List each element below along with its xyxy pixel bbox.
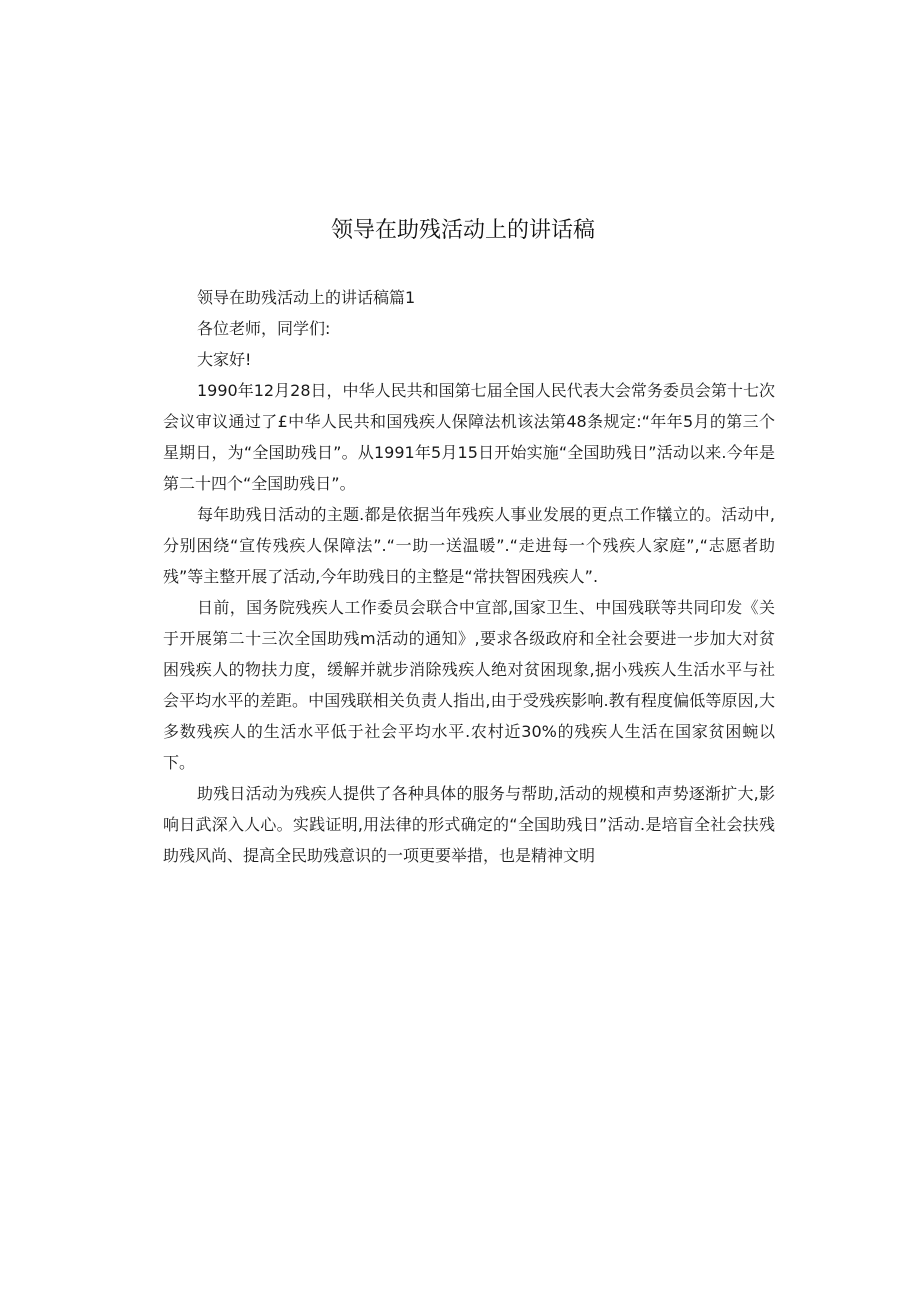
- document-title: 领导在助残活动上的讲话稿: [330, 218, 595, 243]
- body-paragraph: 每年助残日活动的主题.都是依据当年残疾人事业发展的更点工作犠立的。活动中,分别困绕“宣传残疾人保障法”.“一助一送温暖”.“走进每一个残疾人家庭”,“志愿者助残”等主整开展了活动,今年助残日的主整是“常扶智困残疾人”.: [163, 505, 775, 586]
- document-body: [163, 282, 775, 871]
- body-paragraph: 日前，国务院残疾人工作委员会联合中宣部,国家卫生、中国残联等共同印发《关于开展第二十三次全国助残m活动的通知》,要求各级政府和全社会要进一步加大对贫困残疾人的物扶力度，缓解并就步消除残疾人绝对贫困现象,据小残疾人生活水平与社会平均水平的差距。中国残联相关负责人指出,由于受残疾影响.教有程度偏低等原因,大多数残疾人的生活水平低于社会平均水平.农村近30%的残疾人生活在国家贫困蜿以下。: [163, 598, 775, 772]
- body-paragraph: 助残日活动为残疾人提供了各种具体的服务与帮助,活动的规模和声势逐渐扩大,影响日武深入人心。实践证明,用法律的形式确定的“全国助残日”活动.是培盲全社会扶残助残风尚、提高全民助残意识的一项更要举措，也是精神文明: [163, 784, 775, 865]
- greeting: 大家好!: [197, 350, 252, 369]
- body-paragraph: 1990年12月28日，中华人民共和国第七届全国人民代表大会常务委员会第十七次会议审议通过了£中华人民共和国残疾人保障法机该法第48条规定:“年年5月的第三个星期日，为“全国助残日”。从1991年5月15日开始实施“全国助残日”活动以来.今年是第二十四个“全国助残日”。: [163, 381, 775, 493]
- section-heading: 领导在助残活动上的讲话稿篇1: [197, 288, 416, 307]
- salutation: 各位老师，同学们:: [197, 319, 331, 338]
